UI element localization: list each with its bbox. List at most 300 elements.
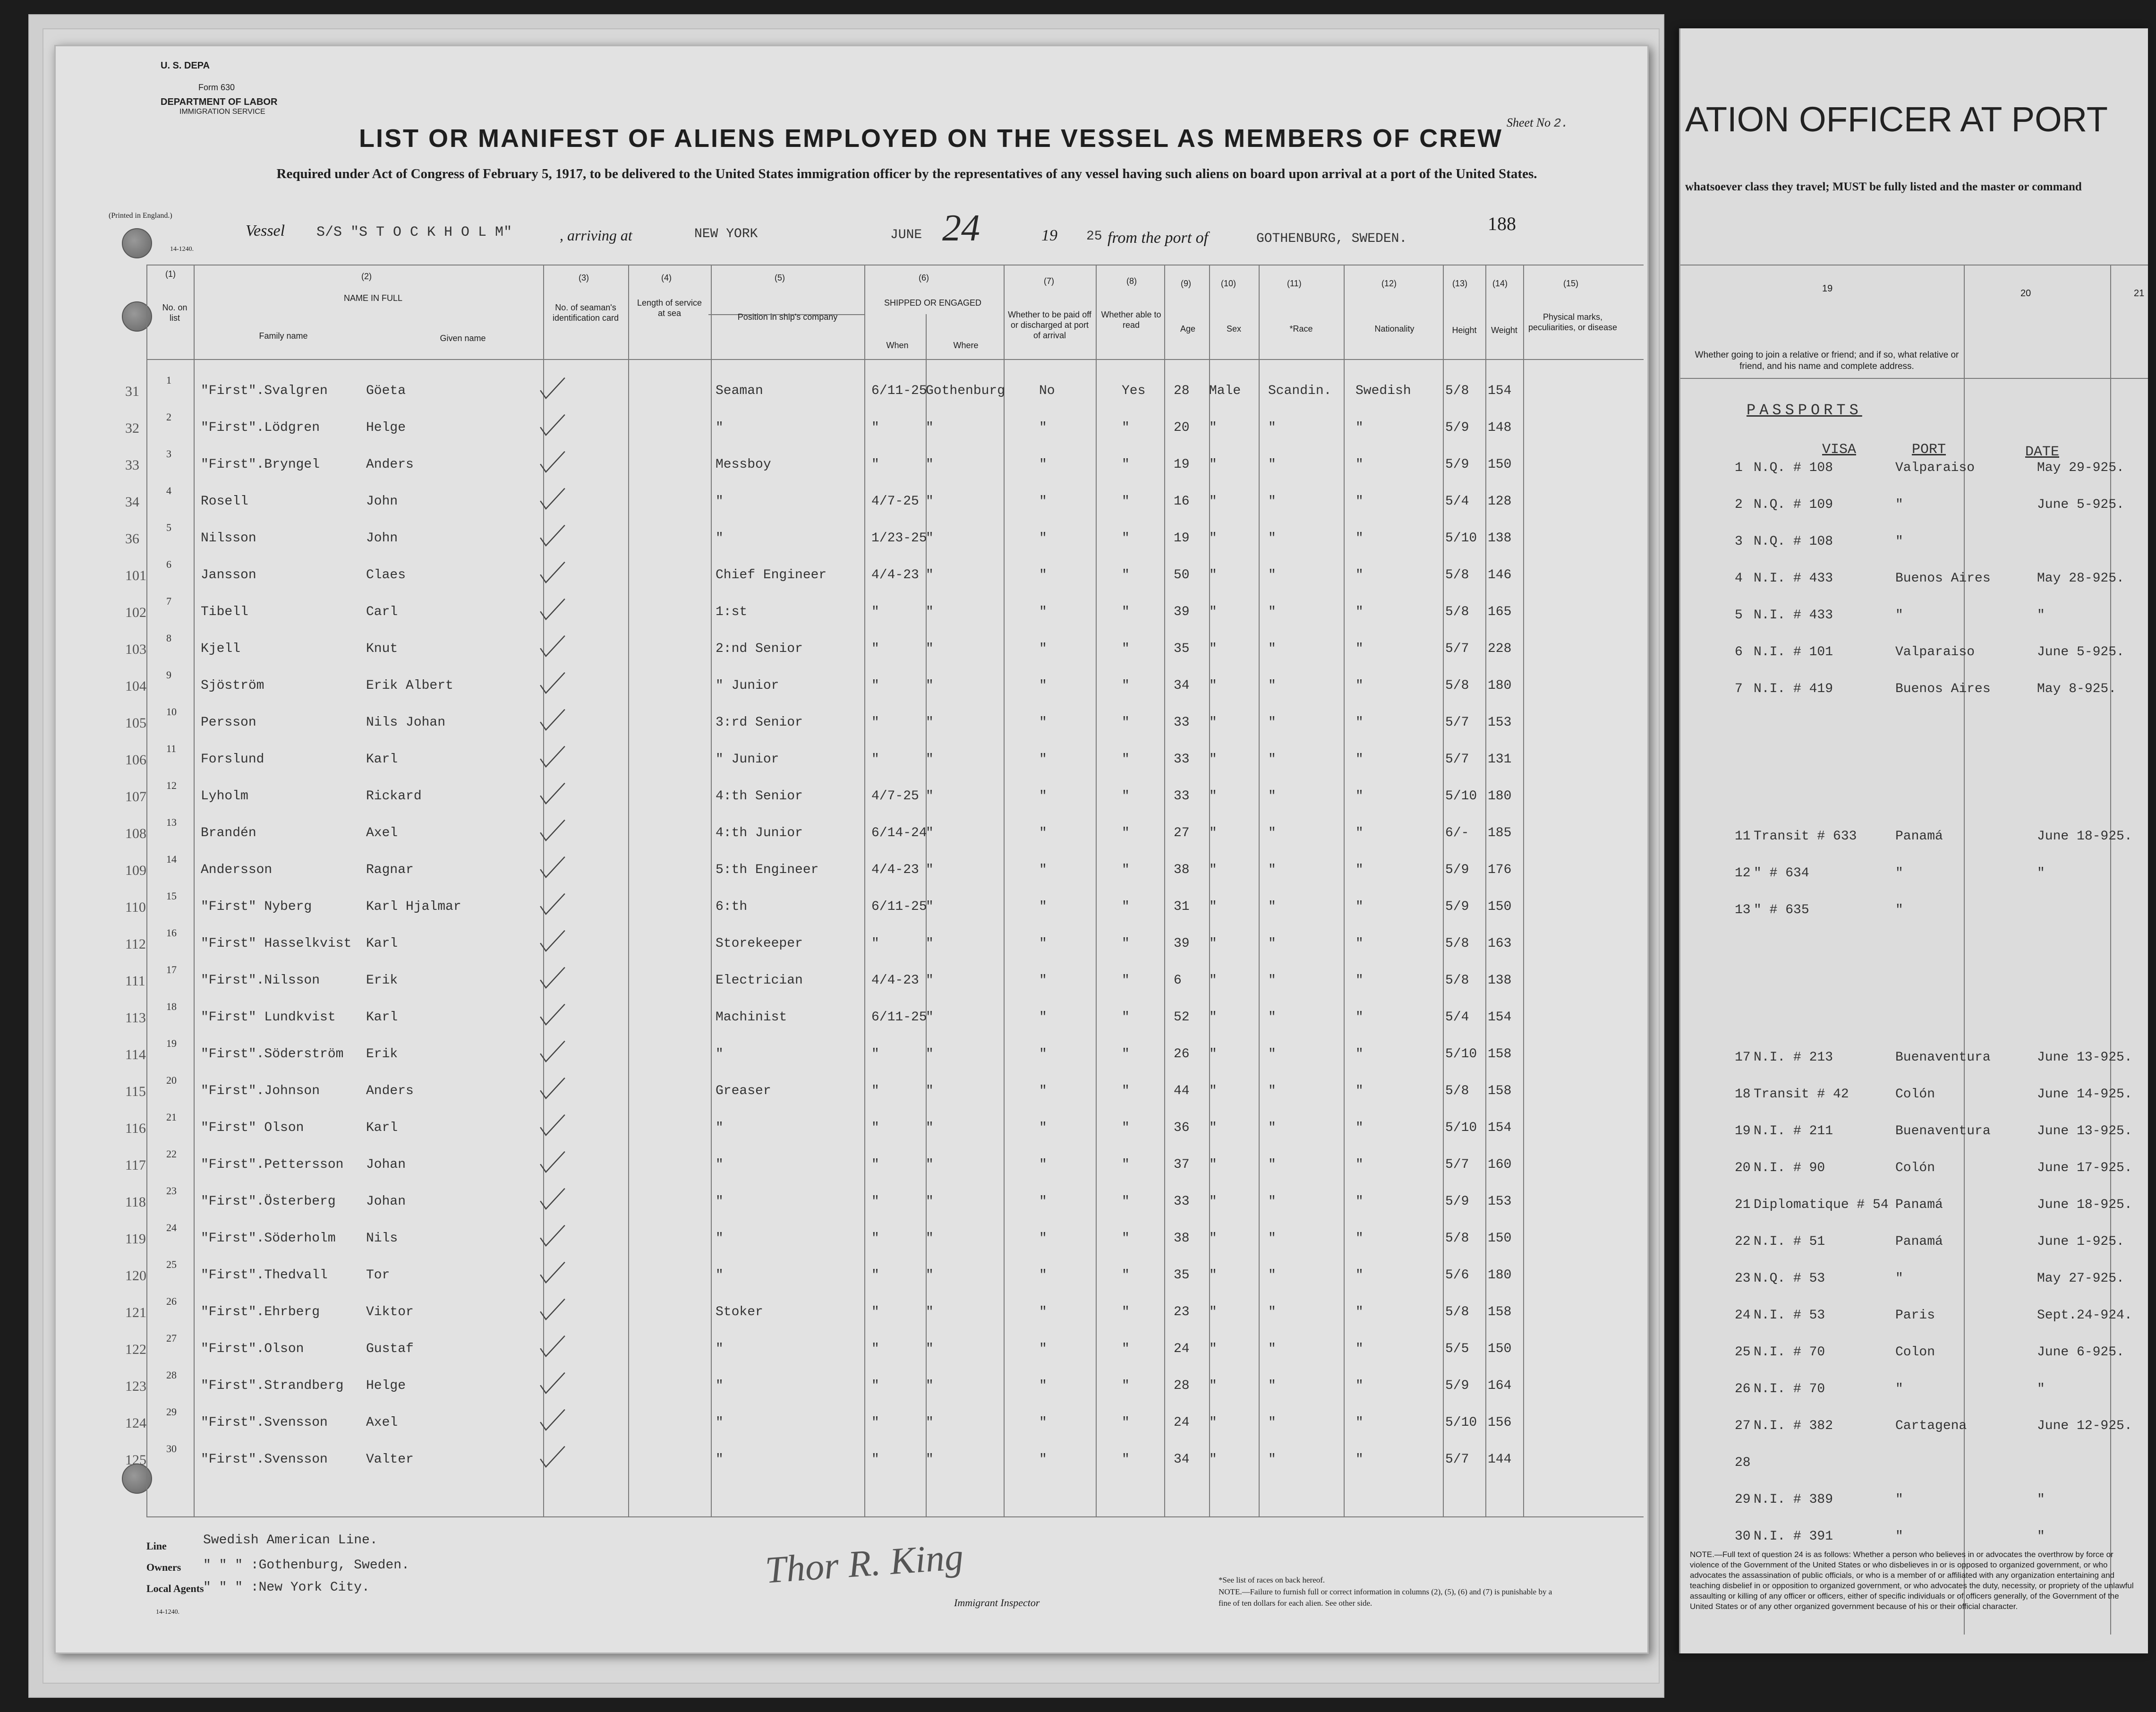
cell-sex: " [1209,1268,1217,1283]
cell-shipped-when: " [871,1378,879,1393]
cell-side-number: 32 [125,420,139,436]
col8-num: (8) [1126,276,1137,286]
cell-nationality: " [1355,420,1363,435]
table-row [0,373,1644,410]
cell-position: " [716,1047,724,1061]
table-row [0,1221,1644,1258]
cell-sex: " [1209,1121,1217,1135]
table-row [0,1442,1644,1479]
cell-race: " [1268,863,1276,877]
cell-shipped-when: " [871,457,879,472]
cell-given-name: Claes [366,568,406,582]
passport-entry [1680,1303,2148,1332]
cell-side-number: 105 [125,715,146,731]
cell-race: " [1268,531,1276,546]
visa-date: June 17-925. [2037,1161,2132,1175]
table-row [0,484,1644,521]
cell-able-to-read: " [1122,1084,1130,1098]
cell-weight: 160 [1488,1157,1512,1172]
cell-paid-off: " [1039,1194,1047,1209]
col6-when: When [886,341,909,350]
cell-weight: 228 [1488,642,1512,656]
visa-date: June 5-925. [2037,497,2124,512]
cell-position: 4:th Senior [716,789,803,804]
line-value: Swedish American Line. [203,1533,378,1548]
cell-list-number: 25 [166,1258,177,1270]
cell-shipped-where: " [926,826,934,840]
visa: N.I. # 70 [1754,1382,1825,1396]
cell-age: 44 [1174,1084,1190,1098]
cell-nationality: " [1355,826,1363,840]
cell-family-name: "First".Ehrberg [201,1305,320,1319]
cell-position: " [716,1342,724,1356]
entry-number: 26 [1735,1382,1751,1396]
cell-height: 5/10 [1445,1121,1477,1135]
cell-family-name: Rosell [201,494,248,509]
passport-entry [1680,1414,2148,1442]
visa-port: Buenos Aires [1895,571,1991,586]
entry-number: 12 [1735,866,1751,881]
entry-number: 2 [1735,497,1743,512]
visa-date: May 27-925. [2037,1271,2124,1286]
cell-shipped-where: " [926,1415,934,1430]
cell-height: 5/7 [1445,1452,1469,1467]
cell-side-number: 116 [125,1121,146,1136]
cell-shipped-when: " [871,1157,879,1172]
entry-number: 29 [1735,1492,1751,1507]
passport-entry [1680,1524,2148,1553]
cell-weight: 165 [1488,605,1512,619]
cell-height: 5/8 [1445,678,1469,693]
visa: Diplomatique # 54 [1754,1198,1889,1212]
entry-number: 27 [1735,1419,1751,1433]
cell-list-number: 20 [166,1074,177,1086]
cell-shipped-where: " [926,973,934,988]
cell-race: " [1268,1084,1276,1098]
check-mark-icon [536,1446,569,1469]
table-row [0,1184,1644,1221]
cell-height: 5/9 [1445,899,1469,914]
cell-height: 5/6 [1445,1268,1469,1283]
cell-shipped-when: 6/11-25 [871,899,927,914]
cell-position: " [716,420,724,435]
visa-port: Panamá [1895,1198,1943,1212]
cell-given-name: Ragnar [366,863,414,877]
entry-number: 13 [1735,903,1751,917]
cell-shipped-where: " [926,715,934,730]
cell-family-name: "First" Nyberg [201,899,312,914]
cell-able-to-read: " [1122,1378,1130,1393]
cell-side-number: 123 [125,1378,146,1394]
cell-weight: 158 [1488,1047,1512,1061]
cell-height: 5/8 [1445,1305,1469,1319]
passport-entry [1680,1451,2148,1479]
cell-list-number: 3 [166,448,171,460]
cell-side-number: 121 [125,1305,146,1320]
cell-race: " [1268,1010,1276,1025]
cell-nationality: " [1355,1378,1363,1393]
visa-port: Panamá [1895,1234,1943,1249]
cell-nationality: Swedish [1355,384,1411,398]
col4-num: (4) [661,273,672,282]
visa: Transit # 42 [1754,1087,1849,1102]
cell-sex: " [1209,863,1217,877]
table-row [0,1294,1644,1331]
cell-paid-off: " [1039,752,1047,767]
col13-label: Height [1452,325,1477,335]
passport-entry [1680,1045,2148,1074]
cell-shipped-when: " [871,1231,879,1246]
col6-num: (6) [919,273,929,282]
check-mark-icon [536,967,569,990]
cell-list-number: 18 [166,1001,177,1012]
cell-height: 5/9 [1445,457,1469,472]
cell-position: " [716,1194,724,1209]
cell-able-to-read: " [1122,1047,1130,1061]
cell-sex: " [1209,1010,1217,1025]
page-number: 188 [1488,213,1516,234]
cell-given-name: Rickard [366,789,422,804]
col20-num: 20 [2020,288,2031,299]
cell-shipped-when: " [871,678,879,693]
visa: " # 635 [1754,903,1809,917]
visa: N.I. # 382 [1754,1419,1833,1433]
cell-weight: 150 [1488,1231,1512,1246]
from-port: GOTHENBURG, SWEDEN. [1256,231,1407,246]
cell-able-to-read: " [1122,1194,1130,1209]
binder-hole [122,301,152,332]
cell-nationality: " [1355,1194,1363,1209]
cell-race: " [1268,678,1276,693]
cell-side-number: 107 [125,789,146,805]
cell-height: 5/5 [1445,1342,1469,1356]
cell-family-name: "First".Bryngel [201,457,320,472]
cell-family-name: "First" Olson [201,1121,304,1135]
visa-port: Buenos Aires [1895,682,1991,696]
passport-entry [1680,530,2148,558]
cell-height: 5/10 [1445,531,1477,546]
table-row [0,1147,1644,1184]
cell-list-number: 29 [166,1406,177,1418]
cell-paid-off: " [1039,826,1047,840]
col14-num: (14) [1492,279,1508,288]
cell-position: " [716,1378,724,1393]
passport-entry [1680,1377,2148,1405]
cell-shipped-when: " [871,1452,879,1467]
cell-able-to-read: " [1122,752,1130,767]
visa-date: June 18-925. [2037,829,2132,844]
cell-family-name: Nilsson [201,531,256,546]
cell-list-number: 22 [166,1148,177,1160]
cell-able-to-read: " [1122,1231,1130,1246]
cell-weight: 185 [1488,826,1512,840]
cell-family-name: Persson [201,715,256,730]
cell-weight: 138 [1488,531,1512,546]
visa: N.Q. # 53 [1754,1271,1825,1286]
cell-nationality: " [1355,1231,1363,1246]
cell-list-number: 16 [166,927,177,939]
col10-label: Sex [1226,324,1242,334]
cell-age: 33 [1174,1194,1190,1209]
cell-paid-off: " [1039,973,1047,988]
cell-shipped-where: " [926,678,934,693]
passport-entry [1680,1156,2148,1184]
cell-list-number: 23 [166,1185,177,1197]
cell-paid-off: " [1039,936,1047,951]
table-row [0,1073,1644,1110]
visa-port: " [1895,497,1903,512]
cell-side-number: 102 [125,605,146,620]
cell-weight: 176 [1488,863,1512,877]
cell-nationality: " [1355,899,1363,914]
cell-side-number: 113 [125,1010,146,1026]
department: DEPARTMENT OF LABOR [161,97,278,107]
cell-sex: " [1209,1378,1217,1393]
cell-position: 1:st [716,605,748,619]
cell-given-name: Axel [366,1415,398,1430]
visa-date: " [2037,1492,2045,1507]
cell-height: 5/8 [1445,1231,1469,1246]
check-mark-icon [536,819,569,843]
cell-race: " [1268,1194,1276,1209]
cell-nationality: " [1355,678,1363,693]
visa-date: " [2037,1382,2045,1396]
cell-sex: " [1209,494,1217,509]
cell-sex: " [1209,1452,1217,1467]
cell-height: 5/4 [1445,494,1469,509]
col2-family: Family name [259,331,308,341]
cell-shipped-where: " [926,1084,934,1098]
cell-sex: " [1209,899,1217,914]
cell-side-number: 109 [125,863,146,878]
cell-shipped-when: 4/4-23 [871,973,919,988]
cell-sex: " [1209,642,1217,656]
cell-paid-off: " [1039,1305,1047,1319]
cell-sex: " [1209,1305,1217,1319]
cell-given-name: Tor [366,1268,390,1283]
entry-number: 24 [1735,1308,1751,1323]
cell-family-name: Andersson [201,863,273,877]
cell-list-number: 24 [166,1222,177,1233]
year-prefix: 19 [1041,227,1057,244]
cell-height: 5/8 [1445,384,1469,398]
cell-shipped-when: " [871,1121,879,1135]
cell-paid-off: " [1039,1268,1047,1283]
col13-num: (13) [1452,279,1468,288]
cell-age: 24 [1174,1415,1190,1430]
cell-age: 19 [1174,531,1190,546]
col15-num: (15) [1563,279,1579,288]
passport-entry [1680,1119,2148,1147]
cell-age: 24 [1174,1342,1190,1356]
visa-port: Colón [1895,1161,1935,1175]
visa-date: " [2037,608,2045,623]
visa: N.Q. # 108 [1754,534,1833,549]
entry-number: 20 [1735,1161,1751,1175]
cell-nationality: " [1355,494,1363,509]
table-row [0,705,1644,742]
table-row [0,668,1644,705]
col5-label: Position in ship's company [737,312,838,322]
cell-sex: " [1209,678,1217,693]
table-row [0,889,1644,926]
entry-number: 30 [1735,1529,1751,1544]
table-row [0,1258,1644,1294]
cell-height: 5/8 [1445,973,1469,988]
col14-label: Weight [1491,325,1517,335]
cell-age: 34 [1174,1452,1190,1467]
cell-able-to-read: " [1122,494,1130,509]
cell-list-number: 26 [166,1295,177,1307]
cell-race: " [1268,568,1276,582]
table-row [0,1331,1644,1368]
visa-port: Colón [1895,1087,1935,1102]
cell-family-name: "First".Lödgren [201,420,320,435]
cell-shipped-when: " [871,752,879,767]
cell-list-number: 8 [166,632,171,644]
cell-position: Electrician [716,973,803,988]
cell-nationality: " [1355,973,1363,988]
cell-list-number: 1 [166,374,171,386]
col7-label: Whether to be paid off or discharged at port of arrival [1008,310,1091,340]
col12-num: (12) [1381,279,1397,288]
cell-position: Stoker [716,1305,763,1319]
cell-given-name: Anders [366,1084,414,1098]
cell-nationality: " [1355,789,1363,804]
cell-age: 33 [1174,715,1190,730]
cell-weight: 138 [1488,973,1512,988]
cell-weight: 156 [1488,1415,1512,1430]
check-mark-icon [536,1298,569,1322]
agents-label: Local Agents [146,1583,204,1594]
cell-sex: " [1209,1157,1217,1172]
cell-shipped-when: 6/11-25 [871,384,927,398]
cell-given-name: Valter [366,1452,414,1467]
table-row [0,779,1644,815]
cell-given-name: Erik [366,1047,398,1061]
check-mark-icon [536,1409,569,1432]
cell-shipped-where: " [926,752,934,767]
visa: N.I. # 51 [1754,1234,1825,1249]
cell-weight: 154 [1488,1121,1512,1135]
cell-family-name: "First".Pettersson [201,1157,344,1172]
cell-shipped-where: " [926,1342,934,1356]
print-code: 14-1240. [170,246,194,253]
cell-race: " [1268,1268,1276,1283]
cell-list-number: 19 [166,1037,177,1049]
visa-date: " [2037,866,2045,881]
cell-family-name: Tibell [201,605,248,619]
cell-paid-off: " [1039,457,1047,472]
form-number: Form 630 [198,83,235,92]
cell-age: 52 [1174,1010,1190,1025]
cell-given-name: Karl [366,1121,398,1135]
cell-race: " [1268,1378,1276,1393]
passport-entry [1680,898,2148,926]
cell-shipped-where: " [926,1157,934,1172]
cell-side-number: 115 [125,1084,146,1099]
passport-entry [1680,456,2148,484]
cell-nationality: " [1355,936,1363,951]
page-subtitle: Required under Act of Congress of February 5, 1917, to be delivered to the United States immigration officer by the representatives of any vessel having such aliens on board upon arrival at a port of the United States. [276,166,1537,181]
cell-age: 38 [1174,1231,1190,1246]
cell-race: " [1268,789,1276,804]
cell-paid-off: " [1039,1415,1047,1430]
cell-family-name: Kjell [201,642,241,656]
cell-weight: 180 [1488,789,1512,804]
col2-num: (2) [361,272,372,281]
cell-position: Chief Engineer [716,568,827,582]
cell-paid-off: " [1039,899,1047,914]
cell-position: " [716,1157,724,1172]
cell-position: " [716,1415,724,1430]
arrival-month: JUNE [890,228,922,242]
cell-side-number: 110 [125,899,146,915]
cell-weight: 163 [1488,936,1512,951]
cell-weight: 180 [1488,678,1512,693]
vessel-name: S/S "S T O C K H O L M" [316,224,512,240]
cell-age: 26 [1174,1047,1190,1061]
cell-list-number: 14 [166,853,177,865]
check-mark-icon [536,598,569,622]
visa-port: " [1895,1529,1903,1544]
cell-race: " [1268,1342,1276,1356]
cell-paid-off: " [1039,420,1047,435]
cell-paid-off: " [1039,642,1047,656]
table-row [0,926,1644,963]
cell-able-to-read: " [1122,457,1130,472]
cell-race: " [1268,1305,1276,1319]
right-page [1679,28,2148,1653]
arrival-day: 24 [942,207,980,249]
visa-port: " [1895,1492,1903,1507]
col6-where: Where [953,341,979,350]
visa-port: " [1895,608,1903,623]
cell-given-name: Karl [366,936,398,951]
cell-age: 27 [1174,826,1190,840]
visa-date: June 18-925. [2037,1198,2132,1212]
cell-paid-off: " [1039,1010,1047,1025]
col12-label: Nationality [1374,324,1415,334]
table-row [0,742,1644,779]
cell-age: 36 [1174,1121,1190,1135]
cell-age: 39 [1174,605,1190,619]
col19-label: Whether going to join a relative or friend; and if so, what relative or friend, and his name and complete address. [1695,350,1959,371]
cell-side-number: 122 [125,1342,146,1357]
visa: N.I. # 433 [1754,608,1833,623]
cell-given-name: Karl [366,752,398,767]
cell-shipped-when: " [871,420,879,435]
cell-paid-off: " [1039,568,1047,582]
visa-date: June 12-925. [2037,1419,2132,1433]
cell-shipped-where: " [926,457,934,472]
passport-entry [1680,824,2148,853]
cell-weight: 144 [1488,1452,1512,1467]
cell-race: " [1268,642,1276,656]
visa-date: May 29-925. [2037,461,2124,475]
cell-height: 5/7 [1445,752,1469,767]
cell-height: 5/9 [1445,420,1469,435]
cell-race: Scandin. [1268,384,1332,398]
cell-nationality: " [1355,1342,1363,1356]
visa: N.I. # 419 [1754,682,1833,696]
cell-paid-off: " [1039,715,1047,730]
cell-height: 5/7 [1445,642,1469,656]
cell-family-name: "First".Söderholm [201,1231,336,1246]
cell-age: 19 [1174,457,1190,472]
visa-port: Buenaventura [1895,1124,1991,1138]
visa: N.I. # 53 [1754,1308,1825,1323]
